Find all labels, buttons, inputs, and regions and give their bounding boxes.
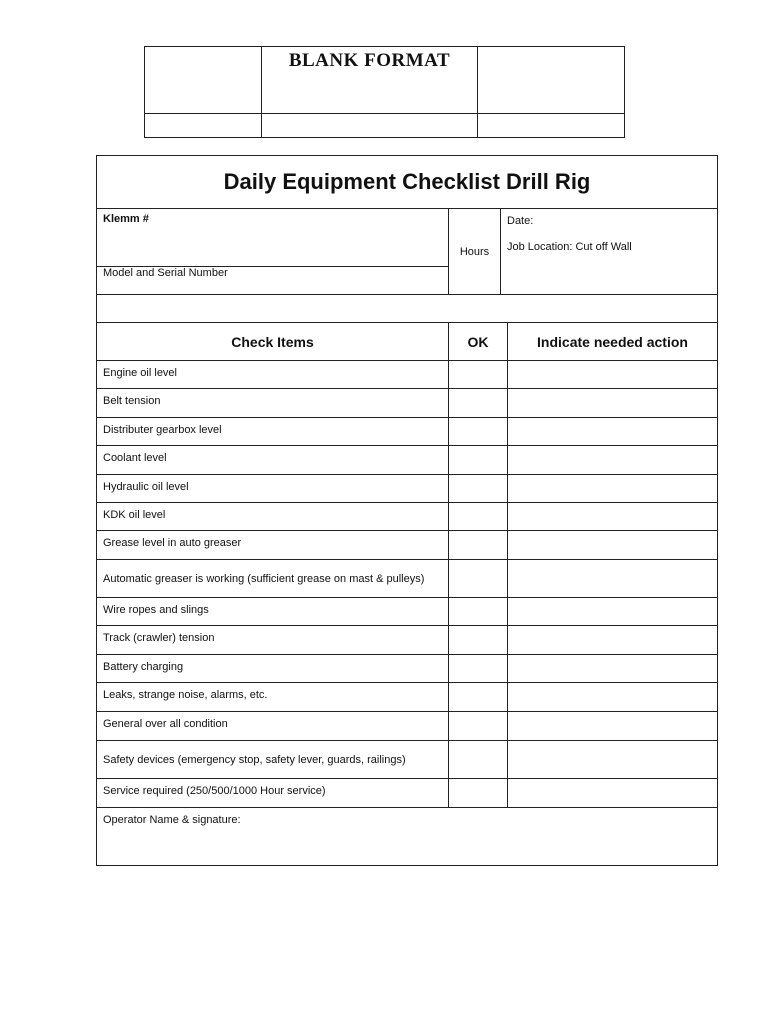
action-cell[interactable] [508,712,718,741]
header-left-cell [145,47,262,114]
action-cell[interactable] [508,503,718,531]
check-item-kdk-oil: KDK oil level [97,503,449,531]
action-cell[interactable] [508,475,718,503]
model-serial-field[interactable]: Model and Serial Number [97,267,449,295]
action-cell[interactable] [508,655,718,683]
ok-cell[interactable] [449,361,508,389]
blank-format-title: BLANK FORMAT [262,47,478,114]
date-label: Date: [507,215,534,227]
ok-cell[interactable] [449,475,508,503]
check-item-general-condition: General over all condition [97,712,449,741]
check-item-coolant: Coolant level [97,446,449,475]
action-cell[interactable] [508,683,718,712]
action-cell[interactable] [508,560,718,598]
ok-cell[interactable] [449,683,508,712]
header-sub-cell-2 [262,114,478,138]
ok-cell[interactable] [449,598,508,626]
check-item-wire-ropes: Wire ropes and slings [97,598,449,626]
checklist-table [96,155,718,866]
job-location-label: Job Location: Cut off Wall [507,241,632,253]
spacer-row [97,295,718,323]
hours-field[interactable]: Hours [449,209,501,295]
action-cell[interactable] [508,446,718,475]
action-cell[interactable] [508,626,718,655]
action-cell[interactable] [508,779,718,808]
check-item-leaks-noise: Leaks, strange noise, alarms, etc. [97,683,449,712]
check-item-track-tension: Track (crawler) tension [97,626,449,655]
ok-cell[interactable] [449,531,508,560]
action-cell[interactable] [508,389,718,418]
operator-signature-field[interactable]: Operator Name & signature: [97,808,718,866]
ok-cell[interactable] [449,503,508,531]
ok-cell[interactable] [449,626,508,655]
column-header-action: Indicate needed action [508,323,718,361]
ok-cell[interactable] [449,712,508,741]
ok-cell[interactable] [449,741,508,779]
check-item-service-required: Service required (250/500/1000 Hour service) [97,779,449,808]
action-cell[interactable] [508,361,718,389]
ok-cell[interactable] [449,446,508,475]
check-item-grease-level: Grease level in auto greaser [97,531,449,560]
action-cell[interactable] [508,531,718,560]
action-cell[interactable] [508,418,718,446]
checklist-title: Daily Equipment Checklist Drill Rig [97,156,718,209]
ok-cell[interactable] [449,779,508,808]
header-sub-cell-3 [478,114,625,138]
check-item-safety-devices: Safety devices (emergency stop, safety lever, guards, railings) [97,741,449,779]
action-cell[interactable] [508,598,718,626]
check-item-distributer-gearbox: Distributer gearbox level [97,418,449,446]
check-item-automatic-greaser: Automatic greaser is working (sufficient grease on mast & pulleys) [97,560,449,598]
header-sub-cell-1 [145,114,262,138]
column-header-check-items: Check Items [97,323,449,361]
check-item-belt-tension: Belt tension [97,389,449,418]
ok-cell[interactable] [449,389,508,418]
blank-format-header-table [144,46,625,138]
date-location-field[interactable] [501,209,718,295]
column-header-ok: OK [449,323,508,361]
check-item-battery-charging: Battery charging [97,655,449,683]
klemm-field[interactable]: Klemm # [97,209,449,267]
check-item-engine-oil: Engine oil level [97,361,449,389]
header-right-cell [478,47,625,114]
action-cell[interactable] [508,741,718,779]
ok-cell[interactable] [449,655,508,683]
check-item-hydraulic-oil: Hydraulic oil level [97,475,449,503]
ok-cell[interactable] [449,418,508,446]
ok-cell[interactable] [449,560,508,598]
